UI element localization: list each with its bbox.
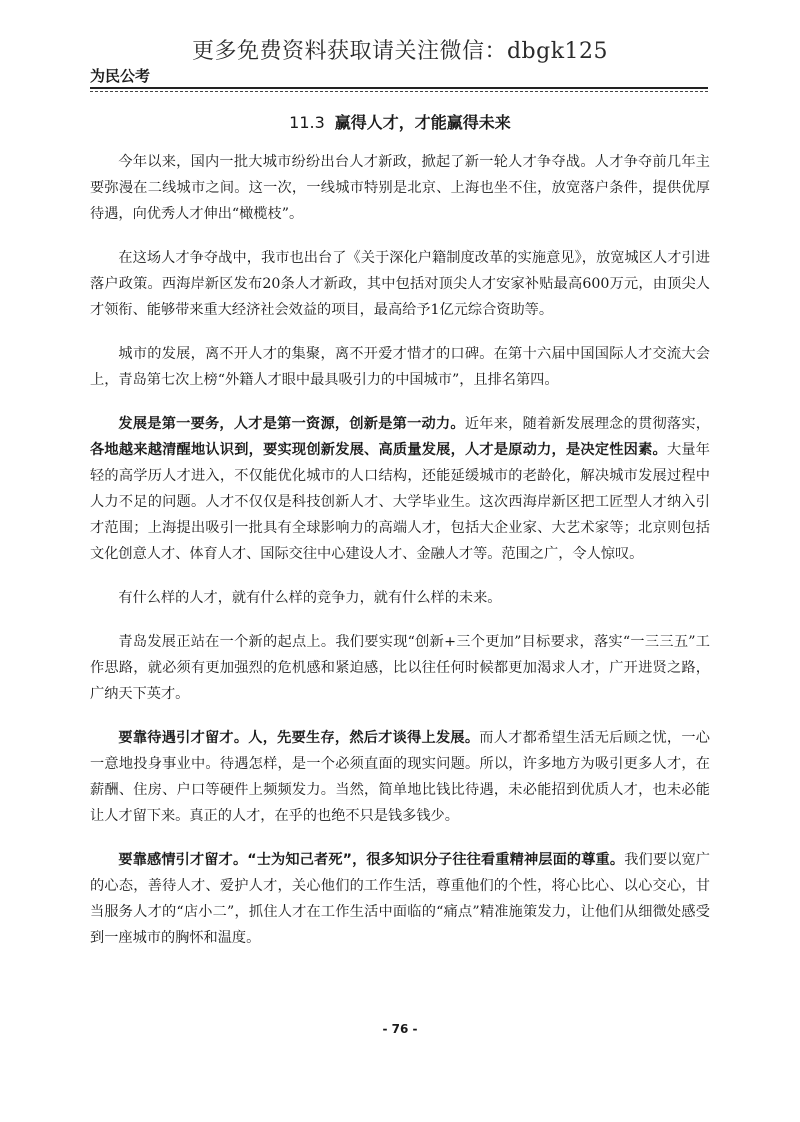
- header-divider: [90, 87, 708, 89]
- paragraph: [90, 725, 710, 829]
- paragraph: 有什么样的人才，就有什么样的竞争力，就有什么样的未来。: [118, 590, 502, 606]
- paragraph-text: 而人才都希望生活无后顾之忧，一心一意地投身事业中。待遇怎样，是一个必须直面的现实问题。所以，许多地方为吸引更多人才，在薪酬、住房、户口等硬件上频频发力。当然，简单地比钱比待遇，未必能招到优质人才，也未必能让人才留下来。真正的人才，在乎的也绝不只是钱多钱少。: [90, 730, 710, 824]
- section-title: 赢得人才，才能赢得未来: [334, 113, 511, 132]
- paragraph: 青岛发展正站在一个新的起点上。我们要实现“创新+三个更加”目标要求，落实“一三三五”工作思路，就必须有更加强烈的危机感和紧迫感，比以往任何时候都更加渴求人才，广开进贤之路，广纳天下英才。: [90, 634, 710, 702]
- emphasis-text: 要靠感情引才留才。“士为知己者死”，很多知识分子往往看重精神层面的尊重。: [118, 852, 625, 868]
- body-content: [90, 149, 710, 969]
- paragraph-text: 我们要以宽广的心态，善待人才、爱护人才，关心他们的工作生活，尊重他们的个性，将心比心、以心交心，甘当服务人才的“店小二”，抓住人才在工作生活中面临的“痛点”精准施策发力，让他们从细微处感受到一座城市的胸怀和温度。: [90, 852, 710, 946]
- running-header-title: 为民公考: [90, 67, 151, 85]
- paragraph-text: 近年来，随着新发展理念的贯彻落实，: [464, 416, 710, 432]
- paragraph: 在这场人才争夺战中，我市也出台了《关于深化户籍制度改革的实施意见》，放宽城区人才引进落户政策。西海岸新区发布20条人才新政，其中包括对顶尖人才安家补贴最高600万元，由顶尖人才领衔、能够带来重大经济社会效益的项目，最高给予1亿元综合资助等。: [90, 250, 710, 318]
- section-number: 11.3: [289, 113, 325, 132]
- paragraph-text: 大量年轻的高学历人才进入，不仅能优化城市的人口结构，还能延缓城市的老龄化，解决城市发展过程中人力不足的问题。人才不仅仅是科技创新人才、大学毕业生。这次西海岸新区把工匠型人才纳入引才范围；上海提出吸引一批具有全球影响力的高端人才，包括大企业家、大艺术家等；北京则包括文化创意人才、体育人才、国际交往中心建设人才、金融人才等。范围之广，令人惊叹。: [90, 442, 710, 562]
- paragraph: 今年以来，国内一批大城市纷纷出台人才新政，掀起了新一轮人才争夺战。人才争夺前几年主要弥漫在二线城市之间。这一次，一线城市特别是北京、上海也坐不住，放宽落户条件，提供优厚待遇，向优秀人才伸出“橄榄枝”。: [90, 154, 710, 222]
- paragraph: [90, 847, 710, 951]
- page-number: - 76 -: [382, 1022, 418, 1036]
- emphasis-text: 发展是第一要务，人才是第一资源，创新是第一动力。: [118, 416, 465, 432]
- paragraph: [90, 411, 710, 567]
- header-divider-dashed: [90, 91, 708, 92]
- paragraph: 城市的发展，离不开人才的集聚，离不开爱才惜才的口碑。在第十六届中国国际人才交流大会上，青岛第七次上榜“外籍人才眼中最具吸引力的中国城市”，且排名第四。: [90, 346, 710, 388]
- watermark-text: 更多免费资料获取请关注微信：dbgk125: [191, 39, 609, 64]
- emphasis-text: 各地越来越清醒地认识到，要实现创新发展、高质量发展，人才是原动力，是决定性因素。: [90, 442, 667, 458]
- section-heading: [0, 110, 800, 133]
- emphasis-text: 要靠待遇引才留才。人，先要生存，然后才谈得上发展。: [118, 730, 480, 746]
